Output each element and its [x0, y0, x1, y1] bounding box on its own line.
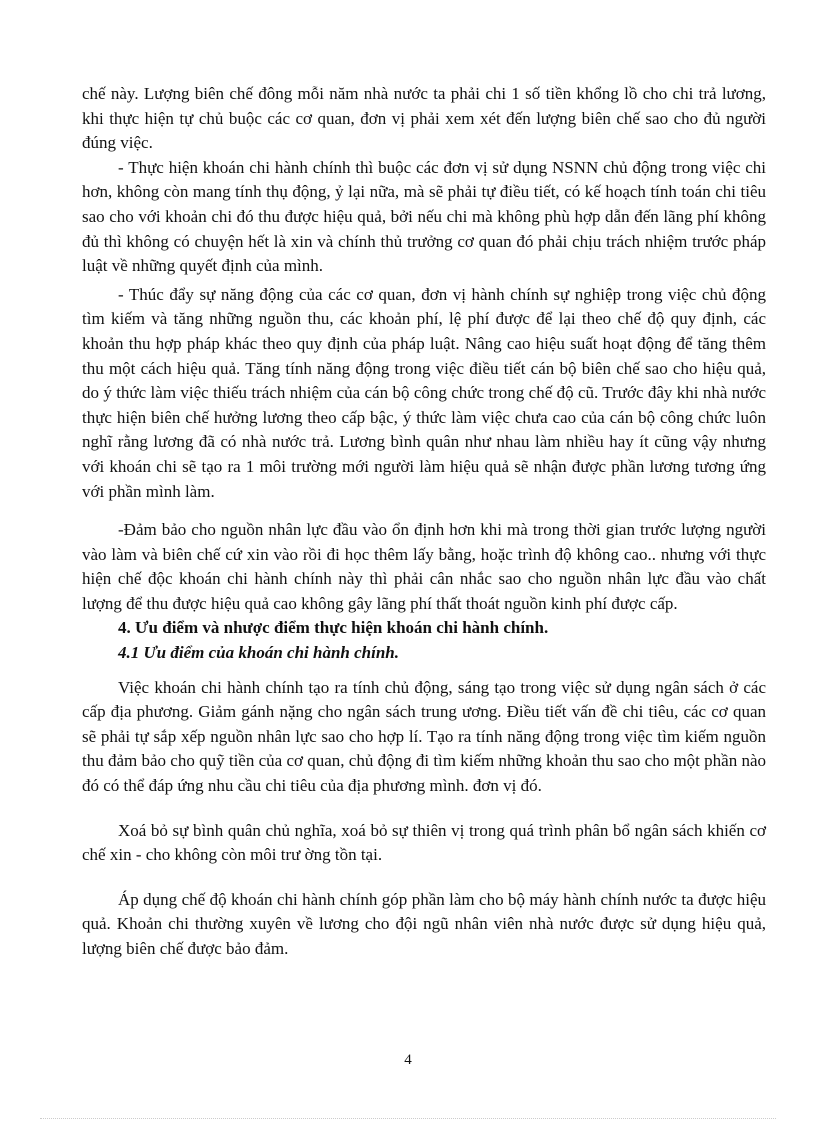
paragraph-intro: chế này. Lượng biên chế đông mỗi năm nhà nước ta phải chi 1 số tiền khổng lồ cho chi trả lương, khi thực hiện tự chủ buộc các cơ quan, đơn vị phải xem xét đến lượng biên chế sao cho đủ người đúng việc. [82, 84, 766, 153]
document-page [82, 82, 766, 962]
page-number: 4 [404, 1052, 412, 1068]
paragraph-human-resources: -Đảm bảo cho nguồn nhân lực đầu vào ổn định hơn khi mà trong thời gian trước lượng người vào làm và biên chế cứ xin vào rồi đi học thêm lấy bằng, hoặc trình độ không cao.. nhưng với thực hiện chế độc khoán chi hành chính này thì phải cân nhắc sao cho nguồn nhân lực đầu vào chất lượng để thu được hiệu quả cao không gây lãng phí thất thoát nguồn kinh phí được cấp. [82, 520, 766, 613]
paragraph-advantages: Việc khoán chi hành chính tạo ra tính chủ động, sáng tạo trong việc sử dụng ngân sách ở các cấp địa phương. Giảm gánh nặng cho ngân sách trung ương. Điều tiết vấn đề chi tiêu, các cơ quan sẽ phải tự sắp xếp nguồn nhân lực sao cho hợp lí. Tạo ra tính năng động trong việc tìm kiếm nguồn thu đảm bảo cho quỹ tiền của cơ quan, chủ động đi tìm kiếm những khoản thu sao cho một phần nào đó có thể đáp ứng nhu cầu chi tiêu của địa phương mình. đơn vị đó. [82, 677, 766, 796]
page-bottom-divider [40, 1118, 776, 1119]
paragraph-equality: Xoá bỏ sự bình quân chủ nghĩa, xoá bỏ sự thiên vị trong quá trình phân bổ ngân sách khiến cơ chế xin - cho không còn môi trư ờng tồn tại. [82, 820, 766, 865]
section-heading-4: 4. Ưu điểm và nhược điểm thực hiện khoán chi hành chính. [118, 618, 549, 638]
paragraph-dynamism: - Thúc đẩy sự năng động của các cơ quan, đơn vị hành chính sự nghiệp trong việc chủ động tìm kiếm và tăng những nguồn thu, các khoản phí, lệ phí được để lại theo chế độ quy định, các khoản thu hợp pháp khác theo quy định của pháp luật. Nâng cao hiệu suất hoạt động để tăng thêm thu một cách hiệu quả. Tăng tính năng động trong việc điều tiết cán bộ biên chế sao cho hiệu quả, do ý thức làm việc thiếu trách nhiệm của cán bộ công chức trong chế độ cũ. Trước đây khi nhà nước thực hiện biên chế hưởng lương theo cấp bậc, ý thức làm việc chưa cao của cán bộ công chức luôn nghĩ rằng lương đã có nhà nước trả. Lương bình quân như nhau làm nhiều hay ít cũng vậy nhưng với khoán chi sẽ tạo ra 1 môi trường mới người làm hiệu quả sẽ nhận được phần lương tương ứng với phần mình làm. [82, 284, 766, 501]
paragraph-efficiency: Áp dụng chế độ khoán chi hành chính góp phần làm cho bộ máy hành chính nước ta được hiệu quả. Khoản chi thường xuyên về lương cho đội ngũ nhân viên nhà nước được sử dụng hiệu quả, lượng biên chế được bảo đảm. [82, 889, 766, 958]
subsection-heading-4-1: 4.1 Ưu điểm của khoán chi hành chính. [118, 643, 399, 663]
paragraph-autonomy: - Thực hiện khoán chi hành chính thì buộc các đơn vị sử dụng NSNN chủ động trong việc chi hơn, không còn mang tính thụ động, ỷ lại nữa, mà sẽ phải tự điều tiết, có kế hoạch tính toán chi tiêu sao cho với khoản chi đó thu được hiệu quả, bởi nếu chi mà không phù hợp dẫn đến lãng phí không đủ thì không có chuyện hết là xin và chính thủ trưởng cơ quan đó phải chịu trách nhiệm trước pháp luật về những quyết định của mình. [82, 157, 766, 276]
